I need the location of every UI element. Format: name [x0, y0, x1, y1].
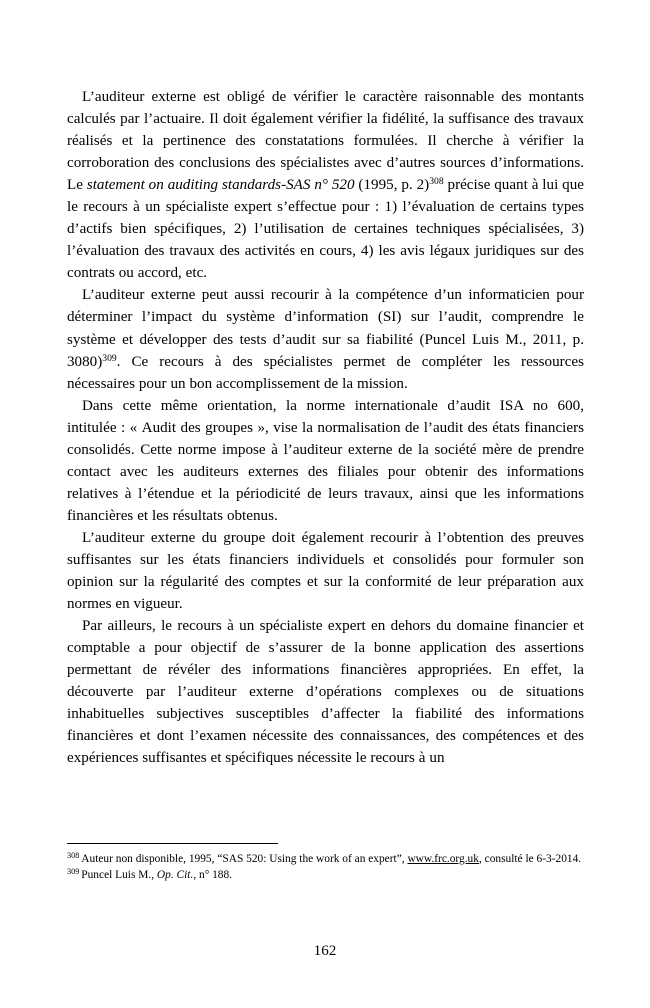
paragraph [67, 395, 584, 527]
text-run: Auteur non disponible, 1995, “SAS 520: Using the work of an expert”, [81, 853, 408, 865]
paragraph [67, 284, 584, 394]
italic-run: Op. Cit. [156, 869, 194, 882]
footnote-url-link[interactable]: www.frc.org.uk [407, 853, 479, 865]
footnote-item [67, 867, 584, 883]
footnote-reference[interactable]: 309 [102, 352, 117, 364]
text-run: L’auditeur externe du groupe doit également recourir à l’obtention des preuves suffisantes sur les états financiers individuels et consolidés pour formuler son opinion sur la régularité des comptes et sur la conformité de leur préparation aux normes en vigueur. [67, 529, 584, 613]
text-run: , consulté le 6-3-2014. [478, 853, 582, 865]
footnote-marker: 309 [67, 867, 80, 877]
text-run: (1995, p. 2) [354, 177, 430, 194]
text-run: Par ailleurs, le recours à un spécialiste expert en dehors du domaine financier et comptable a pour objectif de s’assurer de la bonne application des assertions permettant de révéler des informations financières appropriées. En effet, la découverte par l’auditeur externe d’opérations complexes ou de situations inhabituelles subjectives susceptibles d’affecter la fiabilité des informations financières et dont l’examen nécessite des connaissances, des compétences et des expériences suffisantes et spécifiques nécessite le recours à un [67, 618, 584, 767]
text-run: L’auditeur externe est obligé de vérifier le caractère raisonnable des montants calculés par l’actuaire. Il doit également vérifier la fidélité, la suffisance des travaux réalisés et la pertinence des constatations formulées. Il cherche à vérifier la corroboration des conclusions des spécialistes avec d’autres sources d’informations. Le [67, 89, 584, 194]
page-number: 162 [313, 943, 337, 959]
text-run: , n° 188. [193, 869, 233, 882]
italic-run: statement on auditing standards-SAS n° 520 [86, 177, 355, 194]
footnote-marker: 308 [67, 850, 80, 860]
paragraph [67, 615, 584, 769]
text-run: . Ce recours à des spécialistes permet de compléter les ressources nécessaires pour un bon accomplissement de la mission. [67, 353, 584, 392]
footnote-text [79, 869, 232, 881]
text-run: L’auditeur externe peut aussi recourir à la compétence d’un informaticien pour déterminer l’impact du système d’information (SI) sur l’audit, comprendre le système et développer des tests d’audit sur sa fiabilité (Puncel Luis M., 2011, p. 3080) [67, 287, 584, 370]
paragraph [67, 86, 584, 284]
paragraph [67, 527, 584, 615]
footnote-reference[interactable]: 308 [429, 176, 444, 188]
footnote-text [79, 853, 581, 865]
text-run: Puncel Luis M., [81, 869, 157, 882]
text-run: Dans cette même orientation, la norme internationale d’audit ISA no 600, intitulée : « Audit des groupes », vise la normalisation de l’audit des états financiers consolidés. Cette norme impose à l’auditeur externe de la société mère de prendre contact avec les auditeurs externes des filiales pour obtenir des informations relatives à l’étendue et la périodicité de leurs travaux, ainsi que les informations financières et les résultats obtenus. [67, 397, 584, 524]
footnote-block [67, 843, 584, 884]
body-text-column [67, 86, 584, 769]
footnote-item [67, 851, 584, 867]
footnote-separator-rule [67, 843, 278, 844]
text-run: précise quant à lui que le recours à un spécialiste expert s’effectue pour : 1) l’évaluation de certains types d’actifs bien spécifiques, 2) l’utilisation de certaines techniques spécialisées, 3) l’évaluation des travaux des activités en cours, 4) les avis légaux juridiques sur des contrats ou accord, etc. [67, 177, 584, 282]
